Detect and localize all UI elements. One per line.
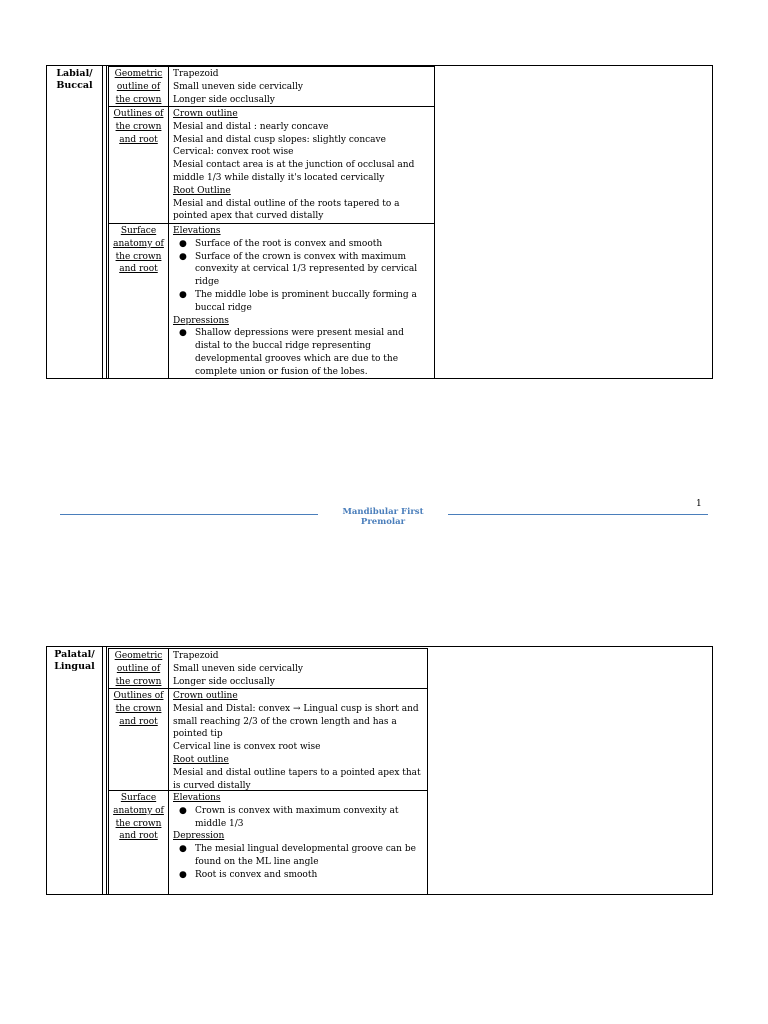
bullet-icon: ● [179,328,187,339]
list-item [179,869,424,882]
section-heading: Elevations [173,226,221,236]
section-heading: Elevations [173,793,221,803]
content-line: Cervical: convex root wise [173,147,294,158]
row-content [170,67,434,106]
bullet-icon: ● [179,289,187,300]
section-heading: Crown outline [173,691,238,701]
row-label: Outlines of the crown and root [109,689,169,790]
labial-buccal-table [46,65,713,379]
footer-rule-right [448,514,708,515]
content-line: Longer side occlusally [173,94,275,105]
bullet-icon: ● [179,869,187,880]
table-side-label: Palatal/ Lingual [54,649,95,672]
content-line: Trapezoid [173,651,219,661]
bullet-icon: ● [179,251,187,262]
content-line: Mesial and distal outline of the roots tapered to a pointed apex that curved distally [173,198,400,222]
table-row [109,649,427,688]
section-heading: Depression [173,831,225,842]
page-number: 1 [696,499,702,509]
content-line: Longer side occlusally [173,676,275,687]
table-side-label: Labial/ Buccal [56,68,93,91]
palatal-lingual-table [46,646,713,895]
divider [106,66,107,378]
table-row [109,688,427,790]
footer-rule-left [60,514,318,515]
list-item-text: The middle lobe is prominent buccally forming a buccal ridge [195,289,417,313]
row-content [170,689,427,792]
row-content [170,107,434,223]
content-line: Mesial and distal cusp slopes: slightly concave [173,134,386,145]
inner-table [108,66,435,379]
section-heading: Root outline [173,754,229,765]
row-label: Outlines of the crown and root [109,107,169,223]
row-label: Surface anatomy of the crown and root [109,224,169,379]
bullet-icon: ● [179,844,187,855]
divider [102,66,103,378]
table-row [109,106,434,223]
section-heading: Depressions [173,315,229,326]
row-content [170,791,427,882]
list-item-text: Root is convex and smooth [195,869,318,880]
list-item [179,805,424,831]
content-line: Mesial and Distal: convex → Lingual cusp is short and small reaching 2/3 of the crown length and has a pointed tip [173,703,419,740]
bullet-icon: ● [179,805,187,816]
list-item [179,843,424,869]
divider [106,647,107,894]
bullet-list [173,238,431,315]
divider [102,647,103,894]
table-row [109,67,434,106]
row-content [170,649,427,688]
content-line: Trapezoid [173,69,219,79]
content-line: Small uneven side cervically [173,663,303,674]
row-label: Geometric outline of the crown [109,67,169,106]
table-row [109,790,427,895]
list-item-text: Shallow depressions were present mesial and distal to the buccal ridge representing developmental grooves which are due to the complete union or fusion of the lobes. [195,328,404,377]
row-content [170,224,434,379]
bullet-list [173,805,424,831]
row-label: Surface anatomy of the crown and root [109,791,169,895]
list-item-text: The mesial lingual developmental groove can be found on the ML line angle [195,844,416,867]
list-item-text: Crown is convex with maximum convexity at middle 1/3 [195,805,399,829]
table-row [109,223,434,379]
content-line: Mesial and distal : nearly concave [173,121,329,132]
list-item [179,251,431,289]
section-heading: Root Outline [173,185,231,196]
content-line: Mesial contact area is at the junction of occlusal and middle 1/3 while distally it's located cervically [173,160,415,183]
content-line: Cervical line is convex root wise [173,742,321,753]
bullet-list [173,843,424,881]
row-label: Geometric outline of the crown [109,649,169,688]
list-item-text: Surface of the root is convex and smooth [195,238,383,249]
list-item-text: Surface of the crown is convex with maximum convexity at cervical 1/3 represented by cervical ridge [195,251,418,288]
section-heading: Crown outline [173,109,238,119]
bullet-icon: ● [179,238,187,249]
list-item [179,289,431,315]
content-line: Small uneven side cervically [173,81,303,92]
list-item [179,327,431,378]
list-item [179,238,431,251]
inner-table [108,648,428,895]
footer-title: Mandibular First Premolar [342,507,424,527]
content-line: Mesial and distal outline tapers to a pointed apex that is curved distally [173,767,421,791]
bullet-list [173,327,431,378]
